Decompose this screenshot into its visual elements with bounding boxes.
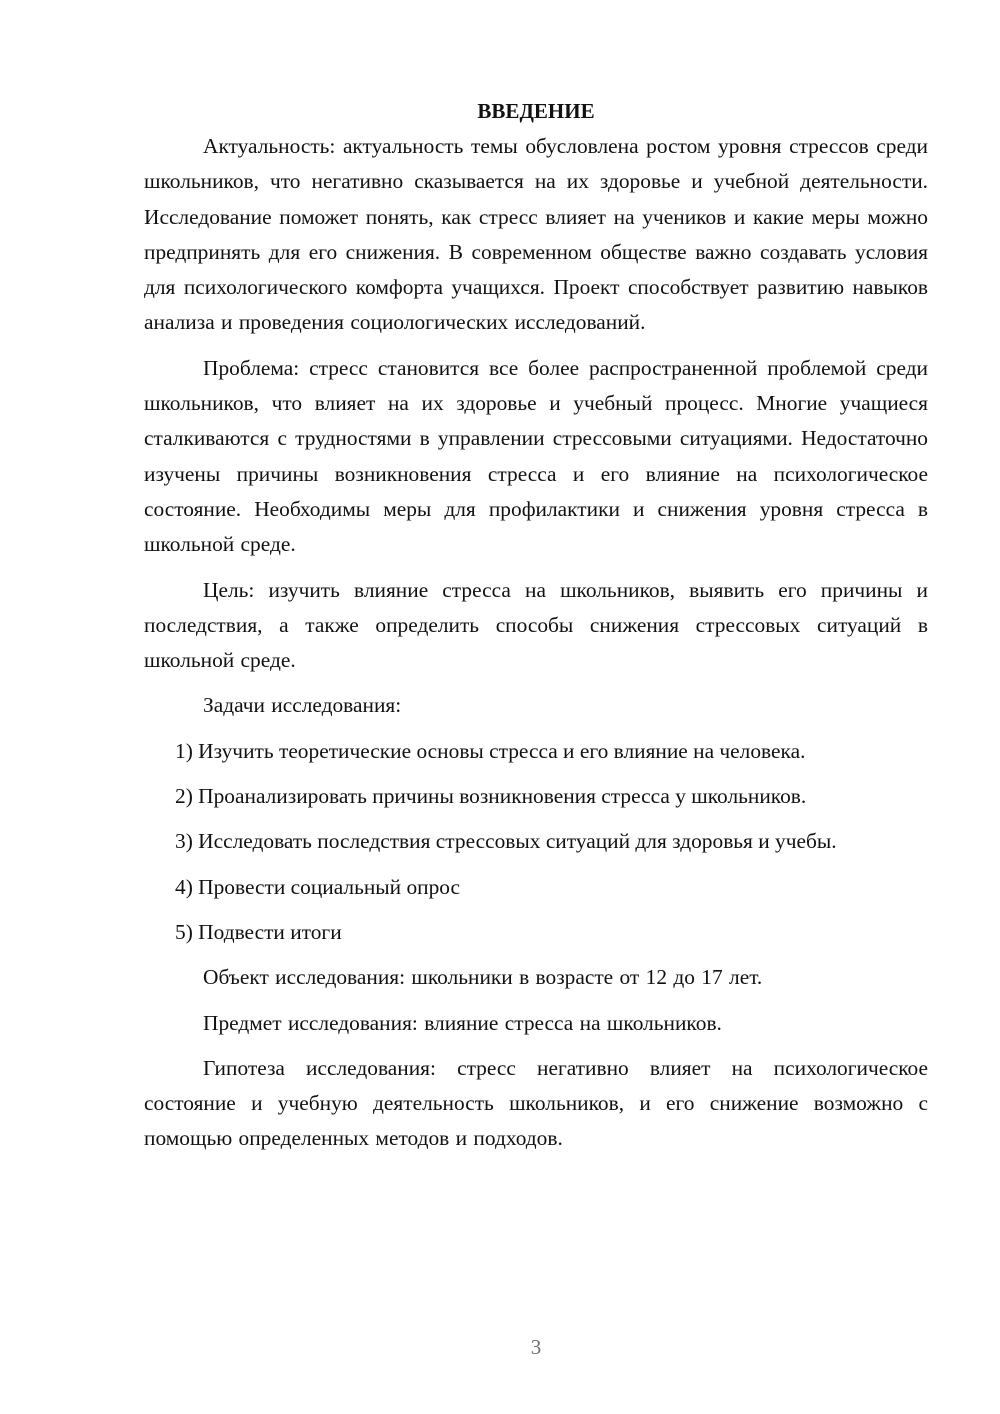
paragraph-object: Объект исследования: школьники в возрасте от 12 до 17 лет. xyxy=(203,965,763,990)
tasks-heading: Задачи исследования: xyxy=(203,693,402,718)
document-body xyxy=(144,94,928,1167)
paragraph-goal: Цель: изучить влияние стресса на школьников, выявить его причины и последствия, а также определить способы снижения стрессовых ситуаций в школьной среде. xyxy=(144,577,928,673)
paragraph-relevance: Актуальность: актуальность темы обусловлена ростом уровня стрессов среди школьников, что негативно сказывается на их здоровье и учебной деятельности. Исследование поможет понять, как стресс влияет на учеников и какие меры можно предпринять для его снижения. В современном обществе важно создавать условия для психологического комфорта учащихся. Проект способствует развитию навыков анализа и проведения социологических исследований. xyxy=(144,134,928,335)
task-item-4: 4) Провести социальный опрос xyxy=(175,874,461,899)
page-number: 3 xyxy=(530,1335,542,1359)
paragraph-subject: Предмет исследования: влияние стресса на школьников. xyxy=(203,1010,722,1035)
task-item-5: 5) Подвести итоги xyxy=(175,919,342,944)
page-title: ВВЕДЕНИЕ xyxy=(477,99,595,123)
paragraph-hypothesis: Гипотеза исследования: стресс негативно влияет на психологическое состояние и учебную деятельность школьников, и его снижение возможно с помощью определенных методов и подходов. xyxy=(144,1055,928,1151)
task-item-1: 1) Изучить теоретические основы стресса и его влияние на человека. xyxy=(175,738,806,763)
task-item-2: 2) Проанализировать причины возникновения стресса у школьников. xyxy=(175,784,807,809)
task-item-3: 3) Исследовать последствия стрессовых ситуаций для здоровья и учебы. xyxy=(175,829,837,854)
paragraph-problem: Проблема: стресс становится все более распространенной проблемой среди школьников, что влияет на их здоровье и учебный процесс. Многие учащиеся сталкиваются с трудностями в управлении стрессовыми ситуациями. Недостаточно изучены причины возникновения стресса и его влияние на психологическое состояние. Необходимы меры для профилактики и снижения уровня стресса в школьной среде. xyxy=(144,355,928,557)
